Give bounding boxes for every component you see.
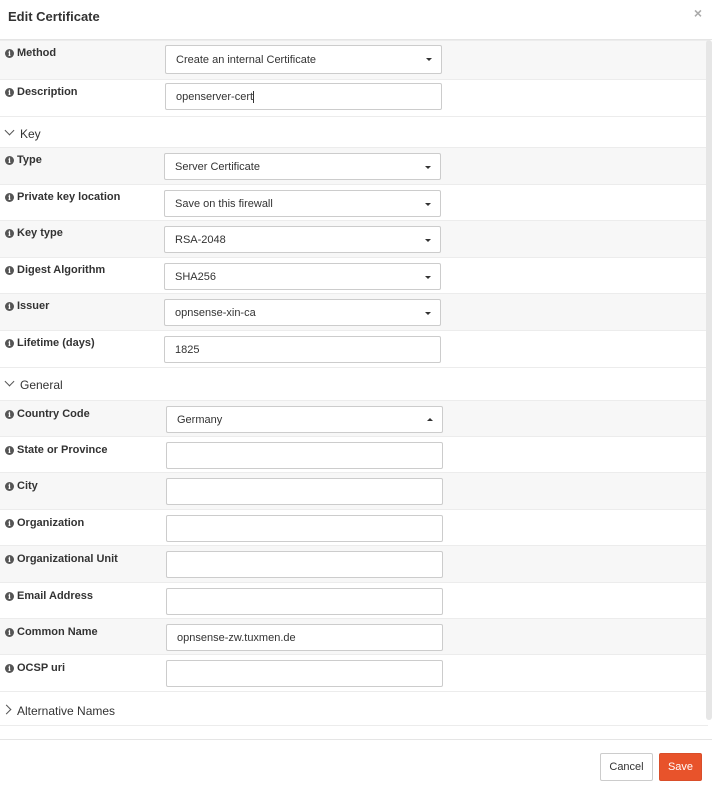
common-name-row <box>0 618 708 654</box>
description-input[interactable]: openserver-cert <box>165 83 442 110</box>
digest-algorithm-label: Digest Algorithm <box>17 264 106 276</box>
organization-row <box>0 509 708 545</box>
city-label: City <box>17 480 38 492</box>
description-row <box>0 79 708 116</box>
key-type-row <box>0 220 708 257</box>
caret-down-icon <box>425 239 431 242</box>
country-code-label: Country Code <box>17 408 90 420</box>
organizational-unit-label: Organizational Unit <box>17 553 118 565</box>
key-type-label: Key type <box>17 227 63 239</box>
section-alternative-names-toggle[interactable] <box>0 691 708 727</box>
method-row <box>0 40 708 79</box>
cancel-button[interactable]: Cancel <box>600 753 653 781</box>
organizational-unit-row <box>0 545 708 582</box>
info-icon[interactable]: i <box>5 339 14 348</box>
organization-label: Organization <box>17 517 85 529</box>
type-label: Type <box>17 154 42 166</box>
caret-down-icon <box>425 166 431 169</box>
save-button[interactable]: Save <box>659 753 702 781</box>
modal-title: Edit Certificate <box>8 9 100 24</box>
private-key-location-select[interactable]: Save on this firewall <box>164 190 441 217</box>
state-label: State or Province <box>17 444 108 456</box>
email-input[interactable] <box>166 588 443 615</box>
caret-up-icon <box>427 418 433 421</box>
country-code-select[interactable]: Germany <box>166 406 443 433</box>
key-type-select[interactable]: RSA-2048 <box>164 226 441 253</box>
organizational-unit-input[interactable] <box>166 551 443 578</box>
ocsp-uri-input[interactable] <box>166 660 443 687</box>
section-alternative-names-title: Alternative Names <box>17 704 116 718</box>
info-icon[interactable]: i <box>5 266 14 275</box>
organization-input[interactable] <box>166 515 443 542</box>
info-icon[interactable]: i <box>5 628 14 637</box>
city-row <box>0 472 708 509</box>
chevron-down-icon <box>5 377 15 387</box>
digest-algorithm-select[interactable]: SHA256 <box>164 263 441 290</box>
info-icon[interactable]: i <box>5 156 14 165</box>
type-select[interactable]: Server Certificate <box>164 153 441 180</box>
issuer-row <box>0 293 708 330</box>
lifetime-input[interactable]: 1825 <box>164 336 441 363</box>
info-icon[interactable]: i <box>5 519 14 528</box>
type-row <box>0 147 708 184</box>
email-label: Email Address <box>17 590 94 602</box>
method-select[interactable]: Create an internal Certificate <box>165 45 442 74</box>
info-icon[interactable]: i <box>5 446 14 455</box>
private-key-location-row <box>0 184 708 220</box>
info-icon[interactable]: i <box>5 229 14 238</box>
state-input[interactable] <box>166 442 443 469</box>
info-icon[interactable]: i <box>5 193 14 202</box>
issuer-select[interactable]: opnsense-xin-ca <box>164 299 441 326</box>
info-icon[interactable]: i <box>5 88 14 97</box>
city-input[interactable] <box>166 478 443 505</box>
info-icon[interactable]: i <box>5 592 14 601</box>
description-label: Description <box>17 86 78 98</box>
close-icon[interactable]: × <box>693 5 702 21</box>
digest-algorithm-row <box>0 257 708 293</box>
lifetime-label: Lifetime (days) <box>17 337 95 349</box>
caret-down-icon <box>426 58 432 61</box>
ocsp-uri-row <box>0 654 708 691</box>
scrollbar[interactable] <box>706 40 712 720</box>
issuer-label: Issuer <box>17 300 50 312</box>
section-key-title: Key <box>20 127 41 141</box>
modal-header <box>0 0 712 40</box>
info-icon[interactable]: i <box>5 410 14 419</box>
section-general-title: General <box>20 378 63 392</box>
method-label: Method <box>17 47 57 59</box>
email-row <box>0 582 708 618</box>
common-name-input[interactable]: opnsense-zw.tuxmen.de <box>166 624 443 651</box>
private-key-location-label: Private key location <box>17 191 121 203</box>
caret-down-icon <box>425 203 431 206</box>
text-cursor <box>253 91 254 103</box>
chevron-right-icon <box>2 705 12 715</box>
section-general-toggle[interactable] <box>0 367 708 403</box>
lifetime-row <box>0 330 708 367</box>
chevron-down-icon <box>5 126 15 136</box>
info-icon[interactable]: i <box>5 555 14 564</box>
info-icon[interactable]: i <box>5 664 14 673</box>
state-row <box>0 436 708 472</box>
next-section-partial <box>0 725 708 739</box>
modal-body <box>0 40 712 739</box>
info-icon[interactable]: i <box>5 302 14 311</box>
caret-down-icon <box>425 276 431 279</box>
info-icon[interactable]: i <box>5 49 14 58</box>
ocsp-uri-label: OCSP uri <box>17 662 66 674</box>
caret-down-icon <box>425 312 431 315</box>
common-name-label: Common Name <box>17 626 98 638</box>
modal-footer <box>0 739 712 790</box>
info-icon[interactable]: i <box>5 482 14 491</box>
country-code-row <box>0 400 708 436</box>
